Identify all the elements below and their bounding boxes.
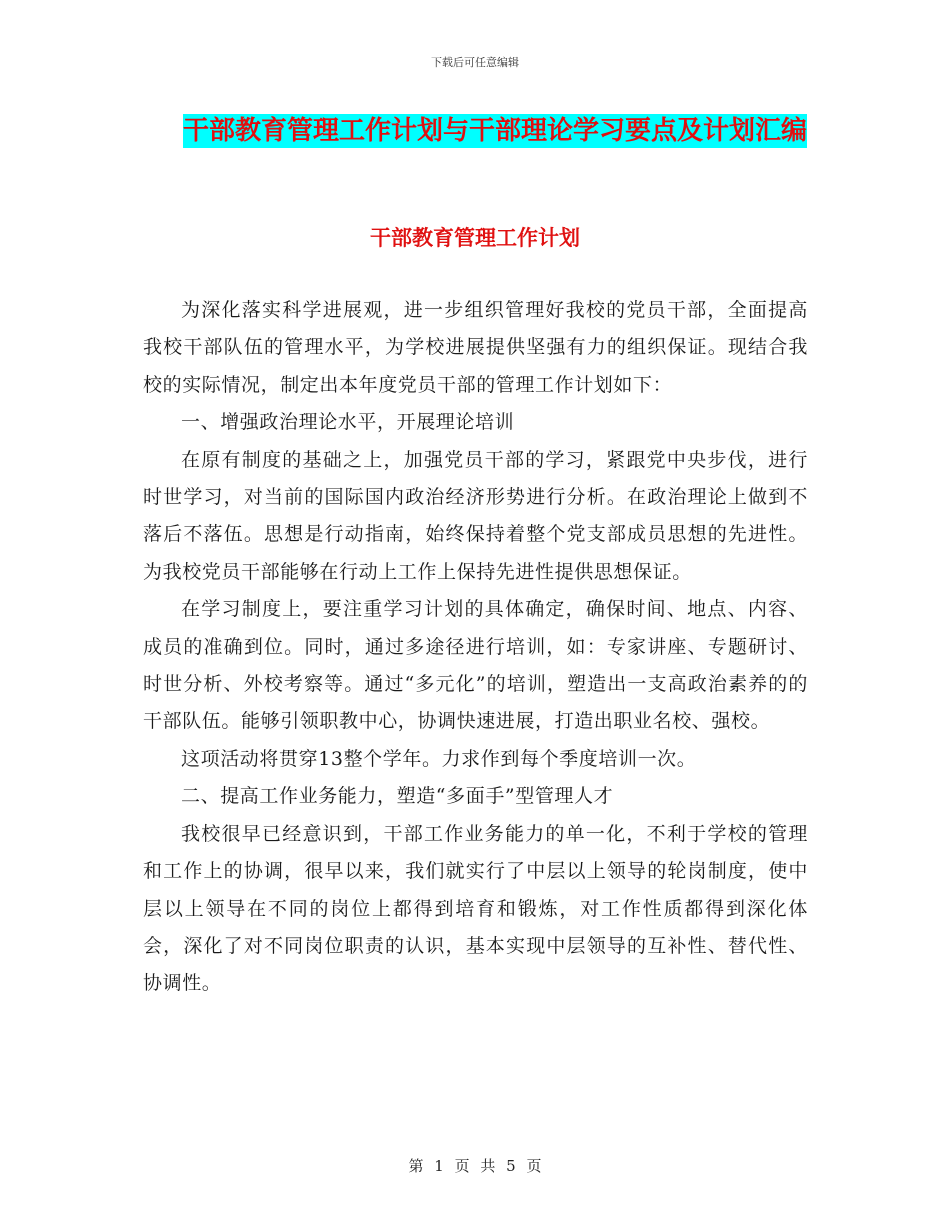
document-body [143,292,808,1003]
paragraph-heading: 二、提高工作业务能力，塑造“多面手”型管理人才 [181,785,614,808]
header-note: 下载后可任意编辑 [431,56,519,69]
page-number: 第 1 页 共 5 页 [408,1157,542,1175]
paragraph: 这项活动将贯穿13整个学年。力求作到每个季度培训一次。 [181,747,697,770]
paragraph: 在学习制度上，要注重学习计划的具体确定，确保时间、地点、内容、成员的准确到位。同时，通过多途径进行培训，如：专家讲座、专题研讨、时世分析、外校考察等。通过“多元化”的培训，塑造出一支高政治素养的的干部队伍。能够引领职教中心，协调快速进展，打造出职业名校、强校。 [143,598,808,733]
paragraph-heading: 一、增强政治理论水平，开展理论培训 [181,411,515,434]
section-title: 干部教育管理工作计划 [370,226,580,250]
paragraph: 在原有制度的基础之上，加强党员干部的学习，紧跟党中央步伐，进行时世学习，对当前的国际国内政治经济形势进行分析。在政治理论上做到不落后不落伍。思想是行动指南，始终保持着整个党支部成员思想的先进性。为我校党员干部能够在行动上工作上保持先进性提供思想保证。 [143,448,808,583]
paragraph: 为深化落实科学进展观，进一步组织管理好我校的党员干部，全面提高我校干部队伍的管理水平，为学校进展提供坚强有力的组织保证。现结合我校的实际情况，制定出本年度党员干部的管理工作计划如下： [143,299,808,396]
paragraph: 我校很早已经意识到，干部工作业务能力的单一化，不利于学校的管理和工作上的协调，很早以来，我们就实行了中层以上领导的轮岗制度，使中层以上领导在不同的岗位上都得到培育和锻炼，对工作性质都得到深化体会，深化了对不同岗位职责的认识，基本实现中层领导的互补性、替代性、协调性。 [143,822,808,995]
document-title-text: 干部教育管理工作计划与干部理论学习要点及计划汇编 [182,116,807,146]
document-title [150,108,840,154]
